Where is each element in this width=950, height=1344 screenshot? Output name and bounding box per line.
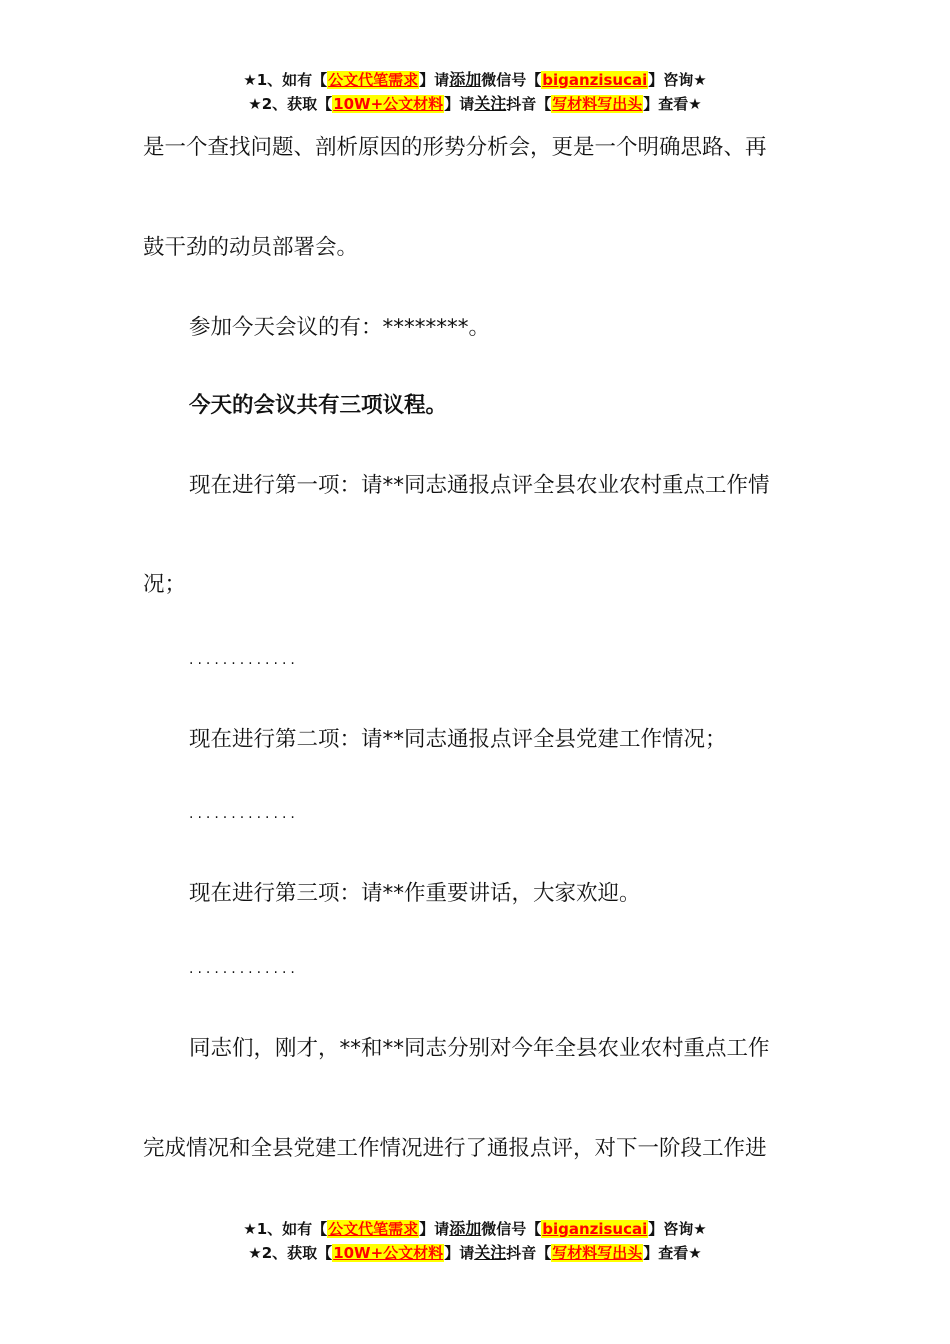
banner-highlight: 公文代笔需求 <box>328 71 419 89</box>
banner-text: 】请 <box>419 71 450 89</box>
banner-text: 微信号【 <box>481 71 542 89</box>
header-banner <box>0 68 950 116</box>
paragraph-summary-line-1: 同志们，刚才，**和**同志分别对今年全县农业农村重点工作 <box>189 1036 770 1061</box>
ellipsis-2: ............. <box>189 806 299 822</box>
banner-text: 】请 <box>419 1220 450 1238</box>
paragraph-item-1-line-1: 现在进行第一项：请**同志通报点评全县农业农村重点工作情 <box>189 473 770 498</box>
banner-text: 】请 <box>444 1244 475 1262</box>
banner-emphasis: 添加 <box>449 1219 482 1238</box>
banner-emphasis: 添加 <box>449 70 482 89</box>
banner-line-2 <box>0 92 950 116</box>
banner-line-2 <box>0 1241 950 1265</box>
banner-text: ★2、获取【 <box>248 95 333 113</box>
footer-banner <box>0 1217 950 1265</box>
ellipsis-3: ............. <box>189 961 299 977</box>
paragraph-agenda-heading: 今天的会议共有三项议程。 <box>189 393 448 418</box>
banner-line-1 <box>0 1217 950 1241</box>
banner-wechat-id: biganzisucai <box>542 71 648 89</box>
banner-text: 抖音【 <box>506 95 552 113</box>
banner-text: 】咨询★ <box>648 71 707 89</box>
banner-emphasis: 关注 <box>474 94 507 113</box>
banner-highlight: 10W+公文材料 <box>333 1244 444 1262</box>
paragraph-attendees: 参加今天会议的有：********。 <box>189 315 491 340</box>
banner-douyin-name: 写材料写出头 <box>552 1244 643 1262</box>
banner-line-1 <box>0 68 950 92</box>
paragraph-1-line-2: 鼓干劲的动员部署会。 <box>143 235 359 260</box>
banner-text: 】请 <box>444 95 475 113</box>
paragraph-item-3: 现在进行第三项：请**作重要讲话，大家欢迎。 <box>189 881 641 906</box>
banner-text: ★1、如有【 <box>243 71 328 89</box>
banner-text: ★1、如有【 <box>243 1220 328 1238</box>
banner-emphasis: 关注 <box>474 1243 507 1262</box>
banner-text: 】咨询★ <box>648 1220 707 1238</box>
ellipsis-1: ............. <box>189 652 299 668</box>
banner-text: 抖音【 <box>506 1244 552 1262</box>
paragraph-summary-line-2: 完成情况和全县党建工作情况进行了通报点评，对下一阶段工作进 <box>143 1136 767 1161</box>
paragraph-item-1-line-2: 况； <box>143 572 187 597</box>
paragraph-1-line-1: 是一个查找问题、剖析原因的形势分析会，更是一个明确思路、再 <box>143 135 767 160</box>
banner-text: 】查看★ <box>643 1244 702 1262</box>
banner-text: 】查看★ <box>643 95 702 113</box>
banner-douyin-name: 写材料写出头 <box>552 95 643 113</box>
banner-text: 微信号【 <box>481 1220 542 1238</box>
banner-highlight: 公文代笔需求 <box>328 1220 419 1238</box>
banner-highlight: 10W+公文材料 <box>333 95 444 113</box>
banner-wechat-id: biganzisucai <box>542 1220 648 1238</box>
banner-text: ★2、获取【 <box>248 1244 333 1262</box>
paragraph-item-2: 现在进行第二项：请**同志通报点评全县党建工作情况； <box>189 727 727 752</box>
